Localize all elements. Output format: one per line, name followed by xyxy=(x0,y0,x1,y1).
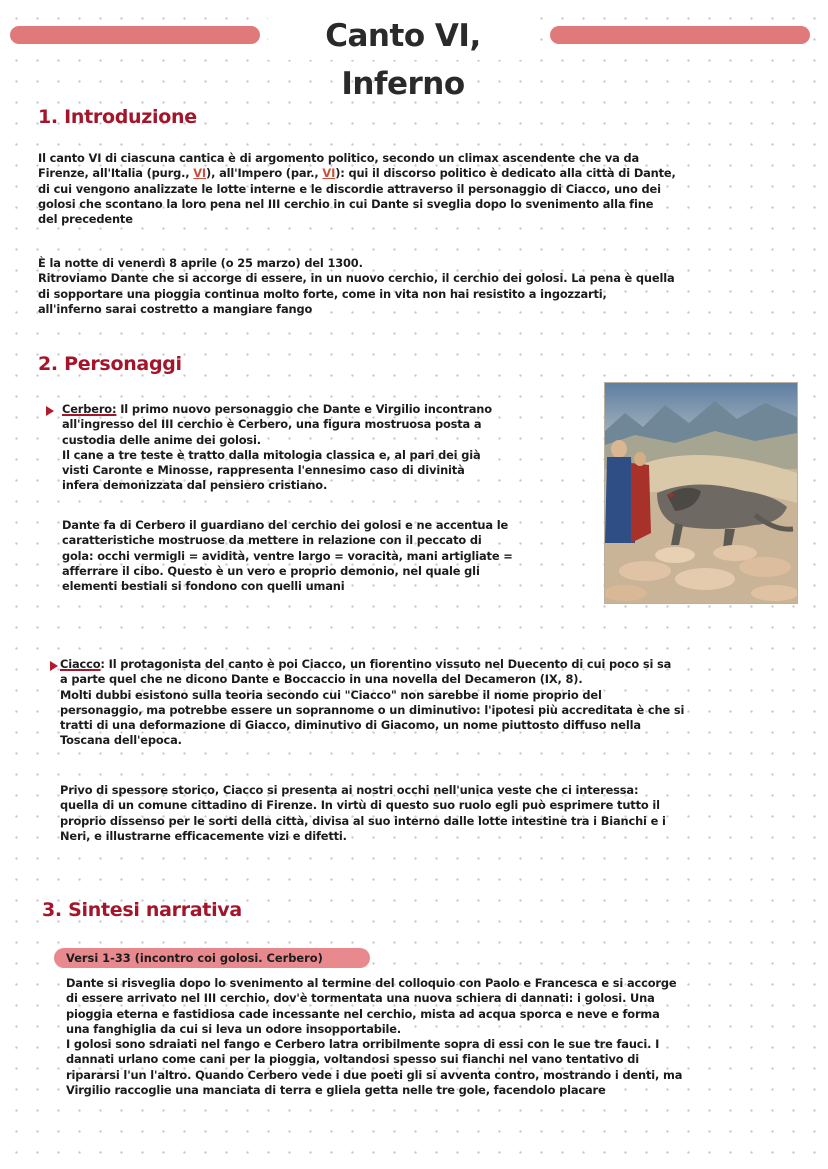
title-bar-right xyxy=(550,26,810,44)
sintesi-line-7: ripararsi l'un l'altro. Quando Cerbero vede i due poeti gli si avventa contro, mostrando i denti, ma xyxy=(66,1067,683,1082)
cerbero-p2-line-1: Dante fa di Cerbero il guardiano del cerchio dei golosi e ne accentua le xyxy=(62,518,509,532)
sintesi-line-1: Dante si risveglia dopo lo svenimento al termine del colloquio con Paolo e Francesca e si accorge xyxy=(66,976,677,990)
sintesi-line-2: di essere arrivato nel III cerchio, dov'è tormentata una nuova schiera di dannati: i golosi. Una xyxy=(66,991,655,1006)
ciacco-p2-line-1: Privo di spessore storico, Ciacco si presenta ai nostri occhi nell'unica veste che ci interessa: xyxy=(60,783,639,797)
ciacco-p1-line-4: personaggio, ma potrebbe essere un soprannome o un diminutivo: l'ipotesi più accreditata è che si xyxy=(60,702,685,717)
intro-p2-line-2: Ritroviamo Dante che si accorge di essere, in un nuovo cerchio, il cerchio dei golosi. La pena è quella xyxy=(38,271,675,286)
cerbero-painting-illustration xyxy=(605,383,797,603)
sintesi-line-8: Virgilio raccoglie una manciata di terra e gliela getta nelle tre gole, facendolo placare xyxy=(66,1083,606,1098)
ciacco-paragraph-2 xyxy=(60,783,666,844)
cerbero-painting xyxy=(604,382,798,604)
cerbero-p1-line-6: infera demonizzata dal pensiero cristiano. xyxy=(62,478,328,493)
versi-pill: Versi 1-33 (incontro coi golosi. Cerbero) xyxy=(54,948,370,968)
intro-p1-line-4: golosi che scontano la loro pena nel III cerchio in cui Dante si sveglia dopo lo svenimento alla fine xyxy=(38,196,654,211)
text-segment: Il primo nuovo personaggio che Dante e Virgilio incontrano xyxy=(116,402,492,416)
ciacco-p1-line-5: tratti di una deformazione di Giacco, diminutivo di Giacomo, un nome piuttosto diffuso nella xyxy=(60,718,641,733)
cerbero-p1-line-2: all'ingresso del III cerchio è Cerbero, una figura mostruosa posta a xyxy=(62,417,482,432)
sintesi-line-5: I golosi sono sdraiati nel fango e Cerbero latra orribilmente sopra di essi con le sue tre fauci. I xyxy=(66,1037,660,1052)
bullet-triangle-icon xyxy=(46,406,54,416)
intro-p2-line-4: all'inferno sarai costretto a mangiare fango xyxy=(38,301,313,316)
ciacco-p1-line-3: Molti dubbi esistono sulla teoria secondo cui "Ciacco" non sarebbe il nome proprio del xyxy=(60,687,602,702)
sintesi-paragraph-1 xyxy=(66,976,682,1098)
intro-paragraph-1 xyxy=(38,151,676,227)
text-segment: Firenze, all'Italia (purg., xyxy=(38,166,194,181)
cerbero-paragraph-1 xyxy=(62,402,492,494)
cerbero-p1-line-1 xyxy=(62,402,492,417)
ciacco-p1-line-1 xyxy=(60,657,684,672)
term-cerbero: Cerbero: xyxy=(62,402,117,416)
title-bar-left xyxy=(10,26,260,44)
ref-paradiso-vi[interactable]: VI xyxy=(322,166,336,181)
ciacco-p2-line-4: Neri, e illustrarne efficacemente vizi e difetti. xyxy=(60,828,347,843)
heading-personaggi: 2. Personaggi xyxy=(38,353,182,375)
ciacco-p2-line-3: proprio dissenso per le sorti della città, divisa al suo interno dalle lotte intestine tra i Bianchi e i xyxy=(60,813,666,828)
cerbero-p1-line-5: visti Caronte e Minosse, rappresenta l'ennesimo caso di divinità xyxy=(62,463,465,478)
page-title: Canto VI, Inferno xyxy=(268,12,538,60)
ciacco-p1-line-2: a parte quel che ne dicono Dante e Boccaccio in una novella del Decameron (IX, 8). xyxy=(60,672,583,687)
intro-p1-line-3: di cui vengono analizzate le lotte interne e le discordie attraverso il personaggio di Ciacco, uno dei xyxy=(38,181,661,196)
sintesi-line-6: dannati urlano come cani per la pioggia, voltandosi spesso sui fianchi nel vano tentativo di xyxy=(66,1052,640,1067)
cerbero-p1-line-3: custodia delle anime dei golosi. xyxy=(62,432,261,447)
text-segment: ): qui il discorso politico è dedicato alla città di Dante, xyxy=(335,166,676,181)
heading-sintesi-narrativa: 3. Sintesi narrativa xyxy=(42,899,242,921)
sintesi-line-3: pioggia eterna e fastidiosa cade incessante nel cerchio, mista ad acqua sporca e neve e forma xyxy=(66,1006,660,1021)
bullet-triangle-icon xyxy=(50,661,58,671)
sintesi-line-4: una fanghiglia da cui si leva un odore insopportabile. xyxy=(66,1021,402,1036)
ciacco-p1-line-6: Toscana dell'epoca. xyxy=(60,733,182,748)
intro-p1-line-1: Il canto VI di ciascuna cantica è di argomento politico, secondo un climax ascendente che va da xyxy=(38,151,640,165)
text-segment: ), all'Impero (par., xyxy=(206,166,323,181)
ciacco-p2-line-2: quella di un comune cittadino di Firenze. In virtù di questo suo ruolo egli può esprimere tutto il xyxy=(60,798,660,813)
cerbero-p2-line-2: caratteristiche mostruose da mettere in relazione con il peccato di xyxy=(62,533,482,548)
ciacco-paragraph-1 xyxy=(60,657,684,749)
intro-p1-line-5: del precedente xyxy=(38,212,133,227)
cerbero-p1-line-4: Il cane a tre teste è tratto dalla mitologia classica e, al pari dei già xyxy=(62,447,481,462)
intro-p1-line-2 xyxy=(38,166,676,181)
heading-introduzione: 1. Introduzione xyxy=(38,106,197,128)
text-segment: : Il protagonista del canto è poi Ciacco, un fiorentino vissuto nel Duecento di cui poco si sa xyxy=(100,657,672,671)
ref-purgatorio-vi[interactable]: VI xyxy=(193,166,207,181)
intro-paragraph-2 xyxy=(38,256,675,317)
intro-p2-line-1: È la notte di venerdì 8 aprile (o 25 marzo) del 1300. xyxy=(38,256,363,270)
cerbero-p2-line-4: afferrare il cibo. Questo è un vero e proprio demonio, nel quale gli xyxy=(62,563,480,578)
intro-p2-line-3: di sopportare una pioggia continua molto forte, come in vita non hai resistito a ingozzarti, xyxy=(38,286,607,301)
term-ciacco: Ciacco xyxy=(60,657,101,671)
cerbero-p2-line-5: elementi bestiali si fondono con quelli umani xyxy=(62,579,345,594)
cerbero-p2-line-3: gola: occhi vermigli = avidità, ventre largo = voracità, mani artigliate = xyxy=(62,548,513,563)
cerbero-paragraph-2 xyxy=(62,518,513,594)
